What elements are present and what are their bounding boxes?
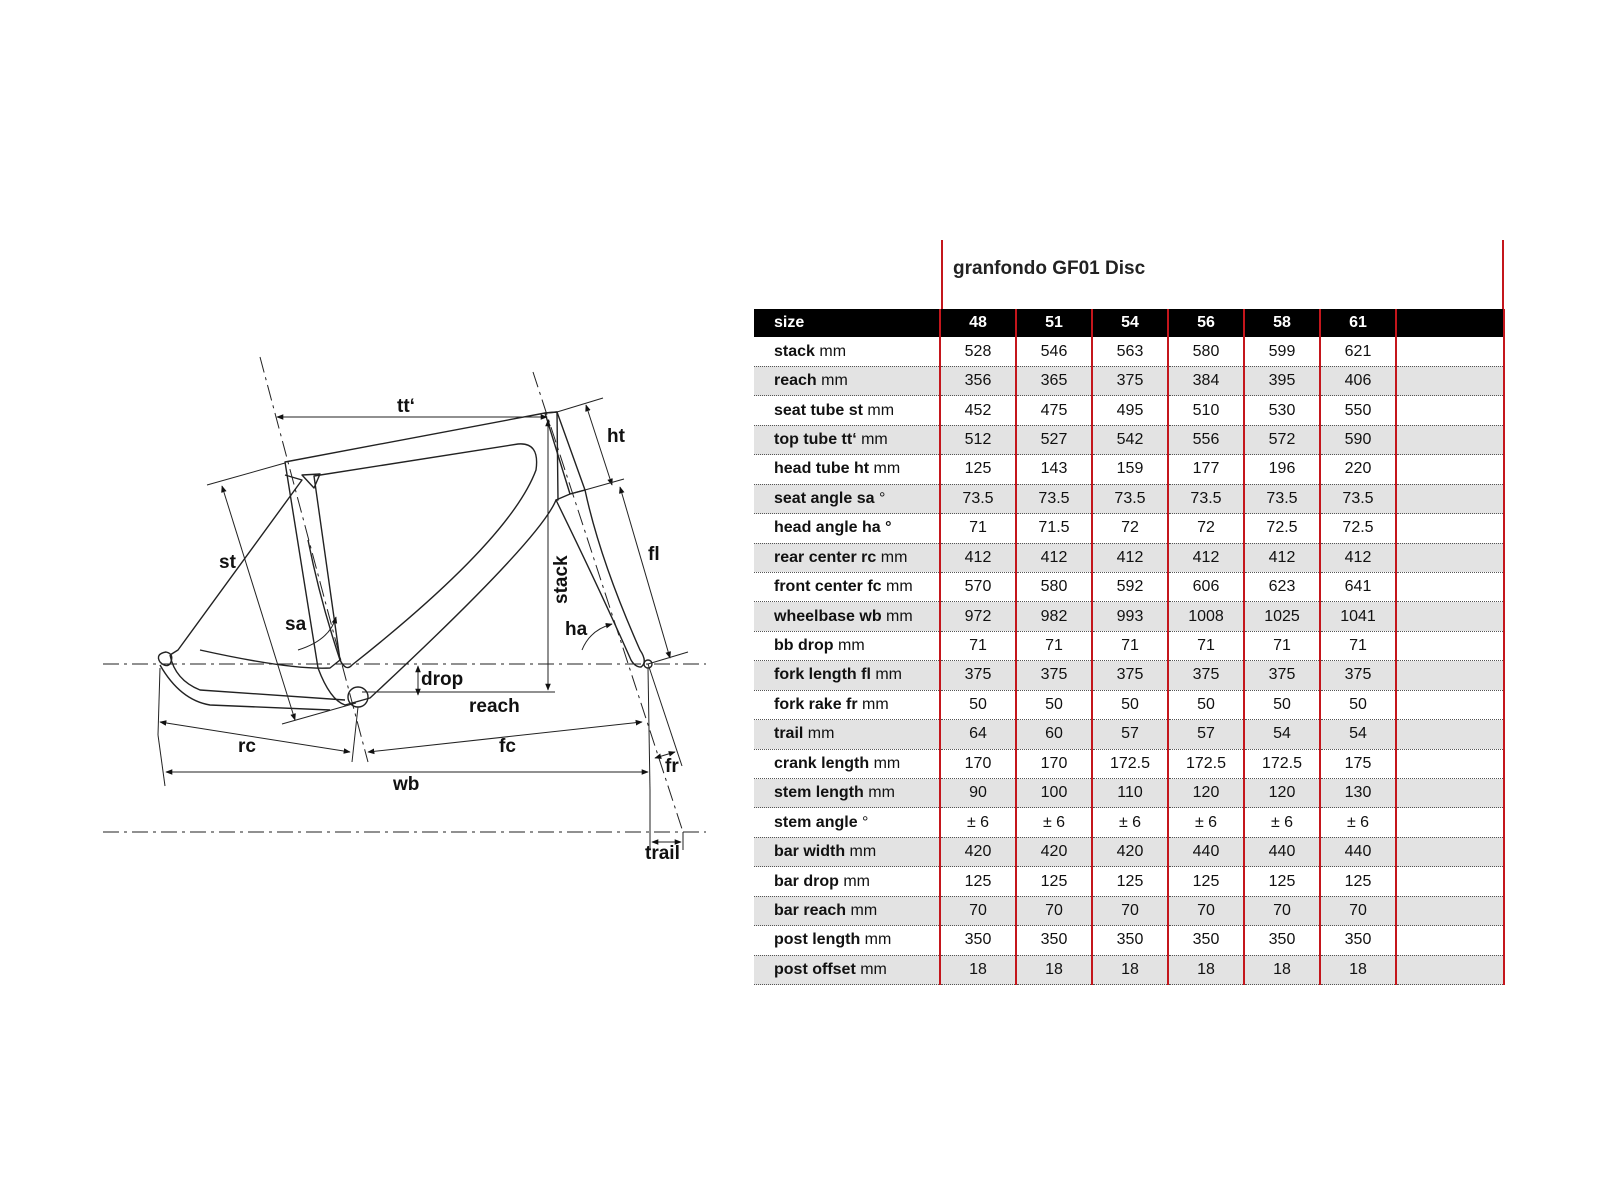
table-cell: 71: [1320, 631, 1396, 660]
table-cell: 412: [1016, 543, 1092, 572]
table-cell: 556: [1168, 425, 1244, 454]
table-cell: ± 6: [1244, 808, 1320, 837]
spare-cell: [1396, 455, 1504, 484]
table-cell: 350: [940, 926, 1016, 955]
parameter-name: rear center rc: [774, 548, 877, 566]
label-fc: fc: [499, 736, 516, 757]
parameter-unit: mm: [870, 666, 902, 684]
table-cell: 420: [1016, 837, 1092, 866]
table-cell: 542: [1092, 425, 1168, 454]
table-cell: 412: [1168, 543, 1244, 572]
row-label: [754, 366, 940, 395]
size-column-header: 48: [940, 309, 1016, 337]
table-cell: 70: [1320, 896, 1396, 925]
spare-cell: [1396, 808, 1504, 837]
table-cell: 375: [1092, 366, 1168, 395]
table-cell: 18: [1092, 955, 1168, 984]
table-cell: 452: [940, 396, 1016, 425]
table-row: [754, 366, 1504, 395]
table-row: [754, 602, 1504, 631]
parameter-unit: mm: [856, 430, 888, 448]
table-cell: 50: [1092, 690, 1168, 719]
size-header-row: [754, 309, 1504, 337]
table-cell: 550: [1320, 396, 1396, 425]
table-cell: 50: [1320, 690, 1396, 719]
rc-ext-rear: [158, 668, 160, 735]
fr-ext: [648, 664, 682, 766]
table-cell: 18: [1016, 955, 1092, 984]
table-cell: 73.5: [1092, 484, 1168, 513]
table-cell: 365: [1016, 366, 1092, 395]
spare-column-header: [1396, 309, 1504, 337]
spare-cell: [1396, 720, 1504, 749]
table-row: [754, 749, 1504, 778]
row-label: [754, 572, 940, 601]
size-header-label: size: [774, 314, 805, 332]
parameter-name: bar reach: [774, 901, 847, 919]
row-label: [754, 661, 940, 690]
label-drop: drop: [421, 669, 464, 690]
row-label: [754, 514, 940, 543]
table-cell: 71.5: [1016, 514, 1092, 543]
table-cell: 527: [1016, 425, 1092, 454]
parameter-name: head tube ht: [774, 460, 870, 478]
parameter-name: post offset: [774, 960, 856, 978]
table-cell: 375: [1168, 661, 1244, 690]
table-cell: 57: [1168, 720, 1244, 749]
front-ext: [648, 668, 650, 790]
table-cell: 64: [940, 720, 1016, 749]
parameter-unit: mm: [857, 695, 889, 713]
title-right-rule: [1502, 240, 1504, 310]
table-cell: 982: [1016, 602, 1092, 631]
table-cell: 71: [1092, 631, 1168, 660]
row-label: [754, 337, 940, 366]
table-cell: 125: [940, 455, 1016, 484]
table-cell: ± 6: [1320, 808, 1396, 837]
parameter-unit: mm: [803, 725, 835, 743]
table-cell: 440: [1168, 837, 1244, 866]
table-cell: 90: [940, 779, 1016, 808]
spare-cell: [1396, 690, 1504, 719]
table-cell: 623: [1244, 572, 1320, 601]
table-cell: 528: [940, 337, 1016, 366]
label-tt: tt‘: [397, 396, 415, 417]
table-cell: 375: [940, 661, 1016, 690]
row-label: [754, 396, 940, 425]
parameter-name: bb drop: [774, 637, 834, 655]
spare-cell: [1396, 661, 1504, 690]
table-cell: 440: [1320, 837, 1396, 866]
table-cell: 170: [940, 749, 1016, 778]
table-cell: 72.5: [1320, 514, 1396, 543]
parameter-unit: mm: [876, 548, 908, 566]
table-cell: 120: [1244, 779, 1320, 808]
table-cell: 100: [1016, 779, 1092, 808]
row-label: [754, 808, 940, 837]
parameter-name: trail: [774, 725, 804, 743]
spare-cell: [1396, 484, 1504, 513]
table-row: [754, 337, 1504, 366]
parameter-name: front center fc: [774, 578, 882, 596]
label-st: st: [219, 552, 236, 573]
table-row: [754, 631, 1504, 660]
parameter-unit: mm: [846, 901, 878, 919]
parameter-unit: mm: [816, 372, 848, 390]
table-cell: 172.5: [1244, 749, 1320, 778]
table-cell: 350: [1092, 926, 1168, 955]
table-cell: 71: [1016, 631, 1092, 660]
label-reach: reach: [469, 696, 520, 717]
table-cell: 1008: [1168, 602, 1244, 631]
size-column-header: 51: [1016, 309, 1092, 337]
table-row: [754, 484, 1504, 513]
table-cell: 125: [1092, 867, 1168, 896]
table-cell: 72: [1168, 514, 1244, 543]
table-cell: 73.5: [1168, 484, 1244, 513]
table-cell: 220: [1320, 455, 1396, 484]
parameter-name: post length: [774, 931, 861, 949]
size-column-header: 54: [1092, 309, 1168, 337]
table-cell: 170: [1016, 749, 1092, 778]
table-row: [754, 720, 1504, 749]
table-cell: 592: [1092, 572, 1168, 601]
table-cell: 412: [1320, 543, 1396, 572]
parameter-name: stack: [774, 342, 815, 360]
row-label: [754, 955, 940, 984]
table-cell: 70: [1092, 896, 1168, 925]
spare-cell: [1396, 366, 1504, 395]
label-wb: wb: [393, 774, 420, 795]
spare-cell: [1396, 749, 1504, 778]
spare-cell: [1396, 896, 1504, 925]
table-cell: 572: [1244, 425, 1320, 454]
table-cell: 70: [940, 896, 1016, 925]
parameter-name: crank length: [774, 754, 870, 772]
parameter-name: top tube tt‘: [774, 430, 857, 448]
bb-ext: [352, 707, 358, 762]
table-cell: 73.5: [940, 484, 1016, 513]
table-row: [754, 779, 1504, 808]
parameter-unit: mm: [881, 607, 913, 625]
table-cell: 406: [1320, 366, 1396, 395]
row-label: [754, 896, 940, 925]
row-label: [754, 602, 940, 631]
table-cell: 50: [1016, 690, 1092, 719]
parameter-name: seat tube st: [774, 401, 863, 419]
parameter-unit: mm: [881, 578, 913, 596]
table-cell: 972: [940, 602, 1016, 631]
size-column-header: 58: [1244, 309, 1320, 337]
table-cell: 375: [1244, 661, 1320, 690]
parameter-unit: mm: [855, 960, 887, 978]
parameter-name: fork rake fr: [774, 695, 858, 713]
table-row: [754, 690, 1504, 719]
row-label: [754, 543, 940, 572]
parameter-unit: mm: [814, 342, 847, 360]
label-ha: ha: [565, 619, 588, 640]
row-label: [754, 690, 940, 719]
table-cell: 71: [940, 514, 1016, 543]
table-cell: 641: [1320, 572, 1396, 601]
table-cell: 412: [940, 543, 1016, 572]
table-cell: 18: [940, 955, 1016, 984]
size-column-header: 61: [1320, 309, 1396, 337]
spare-cell: [1396, 837, 1504, 866]
table-cell: 175: [1320, 749, 1396, 778]
table-cell: 71: [1244, 631, 1320, 660]
table-cell: 18: [1320, 955, 1396, 984]
label-trail: trail: [645, 843, 680, 864]
dimension-labels: [219, 396, 680, 864]
table-cell: 412: [1092, 543, 1168, 572]
table-row: [754, 543, 1504, 572]
table-cell: 125: [1320, 867, 1396, 896]
row-label: [754, 484, 940, 513]
table-row: [754, 396, 1504, 425]
table-cell: 420: [940, 837, 1016, 866]
fl-ext-bottom: [648, 652, 688, 664]
table-cell: 125: [940, 867, 1016, 896]
parameter-unit: mm: [869, 460, 901, 478]
table-cell: 510: [1168, 396, 1244, 425]
table-cell: 350: [1016, 926, 1092, 955]
spare-cell: [1396, 779, 1504, 808]
table-cell: 350: [1168, 926, 1244, 955]
table-row: [754, 455, 1504, 484]
label-fl: fl: [648, 544, 660, 565]
table-cell: 412: [1244, 543, 1320, 572]
table-cell: ± 6: [1092, 808, 1168, 837]
table-row: [754, 867, 1504, 896]
table-cell: 172.5: [1092, 749, 1168, 778]
table-cell: 495: [1092, 396, 1168, 425]
table-cell: 159: [1092, 455, 1168, 484]
rear-ext-wb: [158, 735, 165, 786]
table-cell: 512: [940, 425, 1016, 454]
table-cell: 54: [1320, 720, 1396, 749]
spare-cell: [1396, 396, 1504, 425]
table-cell: 384: [1168, 366, 1244, 395]
label-ht: ht: [607, 426, 625, 447]
parameter-unit: mm: [869, 754, 901, 772]
table-cell: 70: [1016, 896, 1092, 925]
table-cell: 606: [1168, 572, 1244, 601]
fl-dimension: [620, 487, 670, 658]
table-cell: ± 6: [940, 808, 1016, 837]
table-cell: 395: [1244, 366, 1320, 395]
parameter-unit: mm: [833, 637, 865, 655]
seat-tube-axis: [260, 357, 368, 762]
parameter-name: fork length fl: [774, 666, 871, 684]
table-cell: 18: [1168, 955, 1244, 984]
parameter-unit: mm: [845, 843, 877, 861]
parameter-name: bar width: [774, 843, 846, 861]
table-cell: 54: [1244, 720, 1320, 749]
table-cell: 621: [1320, 337, 1396, 366]
table-cell: 375: [1320, 661, 1396, 690]
table-cell: 73.5: [1016, 484, 1092, 513]
table-cell: 196: [1244, 455, 1320, 484]
table-cell: 70: [1168, 896, 1244, 925]
table-cell: 71: [1168, 631, 1244, 660]
table-row: [754, 808, 1504, 837]
table-row: [754, 572, 1504, 601]
geometry-rows: [754, 337, 1504, 984]
parameter-name: stem length: [774, 784, 864, 802]
table-cell: 177: [1168, 455, 1244, 484]
parameter-name: bar drop: [774, 872, 839, 890]
table-cell: 57: [1092, 720, 1168, 749]
row-label: [754, 749, 940, 778]
table-cell: 599: [1244, 337, 1320, 366]
table-cell: 420: [1092, 837, 1168, 866]
parameter-name: stem angle: [774, 813, 858, 831]
ht-ext-top: [557, 398, 603, 412]
table-cell: ± 6: [1168, 808, 1244, 837]
table-cell: 110: [1092, 779, 1168, 808]
st-dimension: [222, 486, 295, 720]
label-rc: rc: [238, 736, 256, 757]
parameter-name: wheelbase wb: [774, 607, 882, 625]
chainstay-lower: [160, 665, 330, 710]
spare-cell: [1396, 955, 1504, 984]
table-cell: 530: [1244, 396, 1320, 425]
st-ext-top: [207, 463, 285, 485]
label-stack: stack: [551, 555, 572, 604]
parameter-unit: °: [857, 813, 869, 831]
table-cell: 172.5: [1168, 749, 1244, 778]
table-cell: 125: [1168, 867, 1244, 896]
spare-cell: [1396, 425, 1504, 454]
table-row: [754, 425, 1504, 454]
spare-cell: [1396, 572, 1504, 601]
spare-cell: [1396, 867, 1504, 896]
table-cell: 546: [1016, 337, 1092, 366]
table-row: [754, 955, 1504, 984]
spare-cell: [1396, 543, 1504, 572]
table-cell: 50: [1168, 690, 1244, 719]
table-cell: 130: [1320, 779, 1396, 808]
spare-cell: [1396, 631, 1504, 660]
row-label: [754, 720, 940, 749]
label-sa: sa: [285, 614, 307, 635]
parameter-name: seat angle sa: [774, 489, 875, 507]
spare-cell: [1396, 926, 1504, 955]
table-cell: 73.5: [1244, 484, 1320, 513]
table-row: [754, 661, 1504, 690]
table-cell: 475: [1016, 396, 1092, 425]
spare-cell: [1396, 602, 1504, 631]
model-title: granfondo GF01 Disc: [953, 258, 1146, 279]
geometry-table: [754, 309, 1505, 985]
table-cell: 50: [1244, 690, 1320, 719]
table-cell: 143: [1016, 455, 1092, 484]
row-label: [754, 926, 940, 955]
row-label: [754, 837, 940, 866]
row-label: [754, 455, 940, 484]
frame-inner-triangle: [314, 444, 537, 668]
spare-cell: [1396, 514, 1504, 543]
table-cell: 50: [940, 690, 1016, 719]
parameter-unit: °: [874, 489, 886, 507]
parameter-name: reach: [774, 372, 817, 390]
table-cell: 375: [1092, 661, 1168, 690]
table-cell: 1025: [1244, 602, 1320, 631]
table-cell: 18: [1244, 955, 1320, 984]
parameter-unit: mm: [838, 872, 870, 890]
ht-ext-bottom: [585, 479, 624, 490]
seatstay: [170, 475, 302, 655]
dimension-lines: [158, 398, 688, 850]
size-column-header: 56: [1168, 309, 1244, 337]
table-cell: 356: [940, 366, 1016, 395]
table-cell: 993: [1092, 602, 1168, 631]
parameter-unit: mm: [860, 931, 892, 949]
table-cell: 1041: [1320, 602, 1396, 631]
table-cell: 570: [940, 572, 1016, 601]
row-label: [754, 425, 940, 454]
spare-cell: [1396, 337, 1504, 366]
table-cell: 440: [1244, 837, 1320, 866]
table-cell: 72.5: [1244, 514, 1320, 543]
table-cell: ± 6: [1016, 808, 1092, 837]
head-tube: [545, 412, 585, 494]
parameter-unit: mm: [862, 401, 895, 419]
row-label: [754, 631, 940, 660]
table-cell: 350: [1244, 926, 1320, 955]
parameter-unit: mm: [863, 784, 895, 802]
table-row: [754, 514, 1504, 543]
table-cell: 563: [1092, 337, 1168, 366]
table-cell: 580: [1168, 337, 1244, 366]
table-cell: 590: [1320, 425, 1396, 454]
label-fr: fr: [665, 756, 679, 777]
table-cell: 60: [1016, 720, 1092, 749]
table-cell: 71: [940, 631, 1016, 660]
table-cell: 70: [1244, 896, 1320, 925]
table-cell: 125: [1016, 867, 1092, 896]
table-row: [754, 926, 1504, 955]
table-cell: 350: [1320, 926, 1396, 955]
row-label: [754, 779, 940, 808]
row-label: [754, 867, 940, 896]
table-cell: 120: [1168, 779, 1244, 808]
table-cell: 375: [1016, 661, 1092, 690]
table-row: [754, 896, 1504, 925]
table-cell: 580: [1016, 572, 1092, 601]
table-cell: 72: [1092, 514, 1168, 543]
table-cell: 73.5: [1320, 484, 1396, 513]
title-left-rule: [941, 240, 943, 310]
table-row: [754, 837, 1504, 866]
parameter-name: head angle ha °: [774, 519, 892, 537]
table-cell: 125: [1244, 867, 1320, 896]
